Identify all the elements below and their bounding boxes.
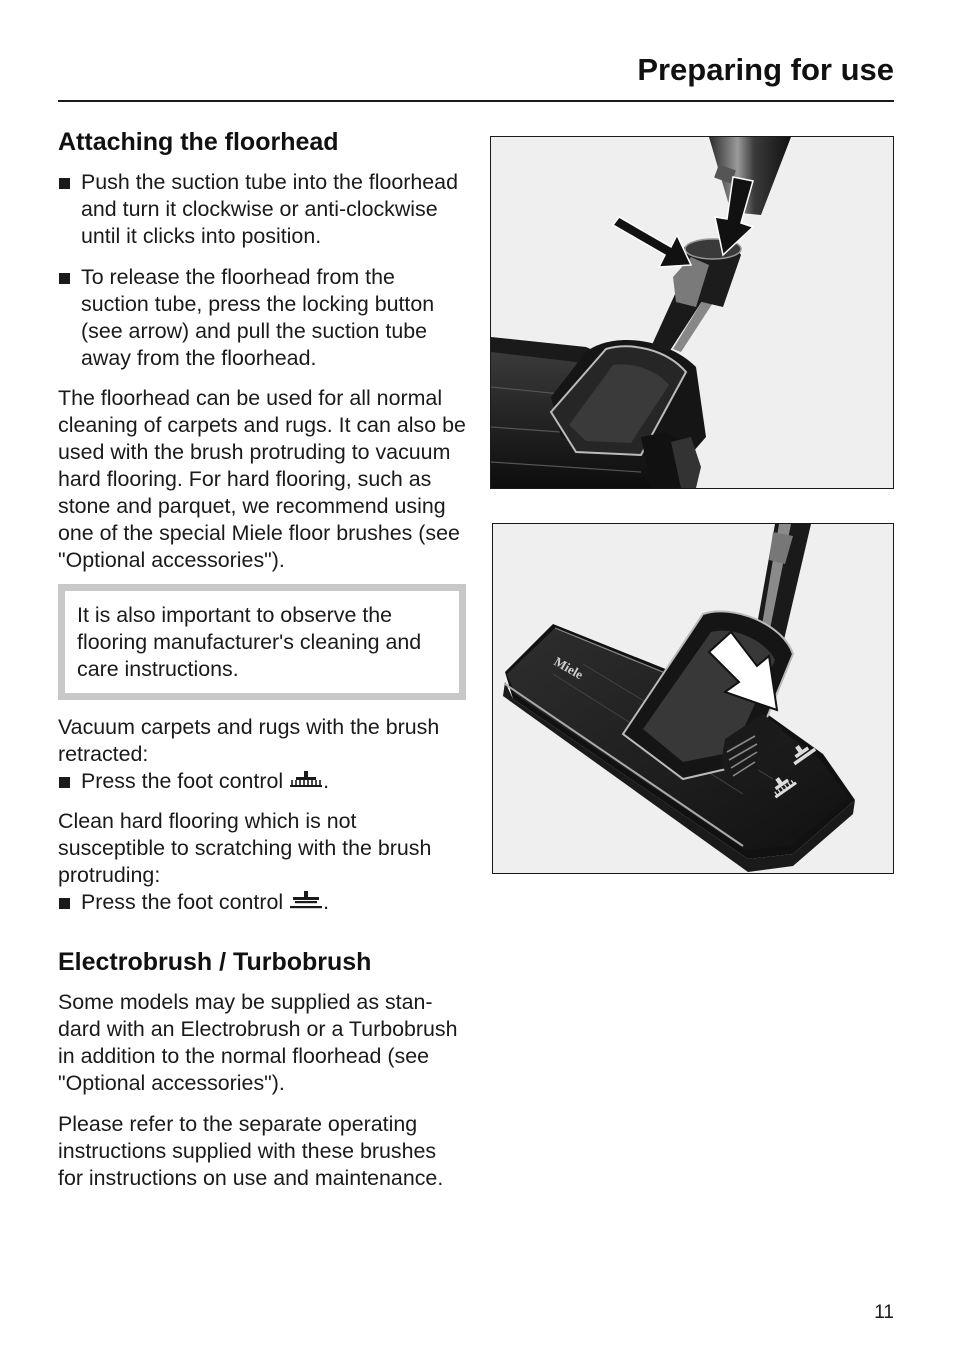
body-paragraph: Please refer to the separate operating instructions supplied with these brushes for instructions on use and maintenance.: [58, 1112, 444, 1190]
instruction-bullet: Press the foot control .: [58, 889, 466, 916]
page-title: Preparing for use: [637, 52, 894, 87]
figure-floorhead-attachment: [490, 136, 894, 489]
bullet-text: Press the foot control: [81, 890, 284, 914]
floorhead-foot-control-illustration: [493, 524, 893, 873]
note-box: [58, 584, 466, 700]
bullet-text: Press the foot control: [81, 769, 284, 793]
main-text-column: [58, 126, 466, 1192]
header-divider: [58, 100, 894, 102]
foot-control-carpet-icon: [289, 769, 323, 789]
instruction-bullet: To release the floorhead from the suction tube, press the locking button (see arrow) and pull the suction tube away from the floorhead.: [58, 264, 466, 372]
body-paragraph: Clean hard flooring which is not susceptible to scratching with the brush protruding:: [58, 809, 432, 887]
body-paragraph: The floorhead can be used for all normal cleaning of carpets and rugs. It can also be used with the brush protruding to vacuum hard flooring. For hard flooring, such as stone and parquet, we recommend using one of the special Miele floor brushes (see "Optional accessories").: [58, 386, 466, 572]
instruction-bullet: Press the foot control .: [58, 768, 466, 795]
body-paragraph: Some models may be supplied as stan-dard with an Electrobrush or a Turbobrush in addition to the normal floorhead (see "Optional accessories").: [58, 990, 458, 1095]
section-heading-electrobrush: Electrobrush / Turbobrush: [58, 948, 372, 976]
instruction-bullet: Push the suction tube into the floorhead and turn it clockwise or anti-clockwise until it clicks into position.: [58, 169, 466, 250]
floorhead-attachment-illustration: [491, 137, 893, 488]
note-text: It is also important to observe the flooring manufacturer's cleaning and care instructions.: [77, 603, 422, 681]
foot-control-hard-floor-icon: [289, 890, 323, 910]
figure-floorhead-foot-control: [492, 523, 894, 874]
page-number: 11: [874, 1302, 894, 1323]
body-paragraph: Vacuum carpets and rugs with the brush retracted:: [58, 715, 440, 766]
section-heading-attaching: Attaching the floorhead: [58, 128, 339, 156]
miele-logo: Miele: [551, 653, 586, 683]
